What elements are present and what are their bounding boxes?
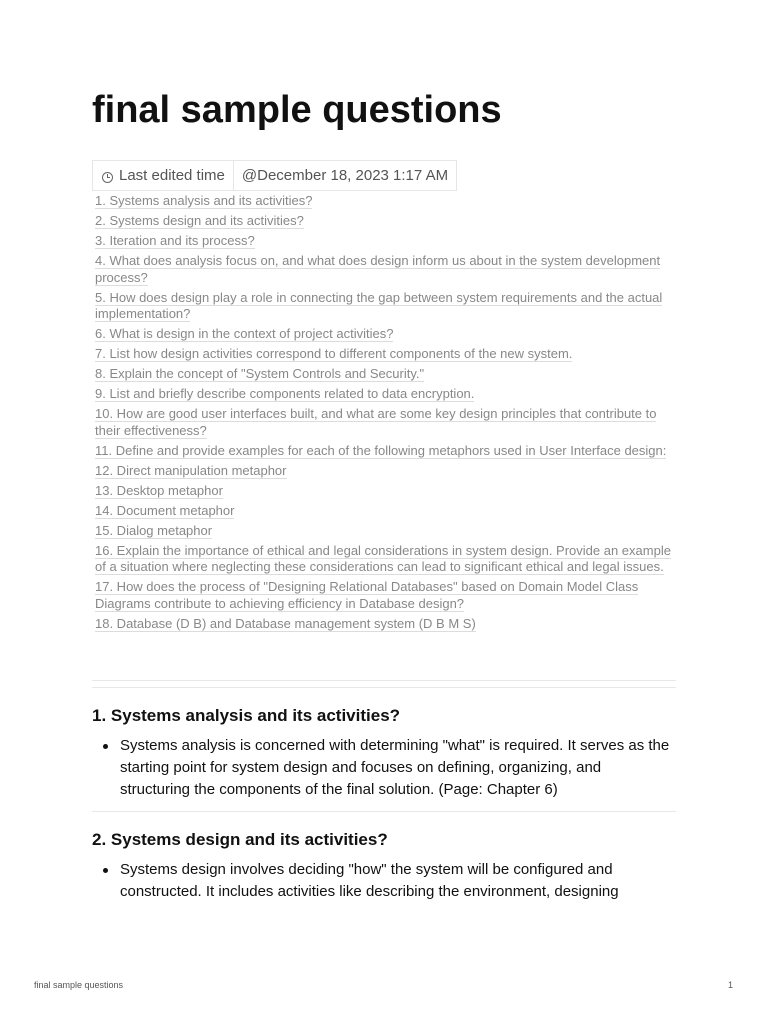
toc-item[interactable]: 11. Define and provide examples for each of the following metaphors used in User Interface design: bbox=[95, 442, 667, 458]
toc-item[interactable]: 6. What is design in the context of project activities? bbox=[95, 326, 394, 341]
last-edited-label: Last edited time bbox=[119, 167, 225, 184]
toc-item[interactable]: 15. Dialog metaphor bbox=[95, 522, 213, 538]
divider bbox=[92, 811, 676, 812]
toc-item[interactable]: 18. Database (D B) and Database management system (D B M S) bbox=[95, 615, 476, 631]
divider bbox=[92, 680, 676, 681]
toc-item[interactable]: 16. Explain the importance of ethical and legal considerations in system design. Provide an example of a situation where neglecting these considerations can lead to significant ethical and legal issues. bbox=[95, 542, 671, 574]
bullet-item: Systems design involves deciding "how" the system will be configured and constructed. It includes activities like describing the environment, designing bbox=[120, 859, 670, 903]
section-heading: 1. Systems analysis and its activities? bbox=[92, 706, 401, 725]
toc-item[interactable]: 1. Systems analysis and its activities? bbox=[95, 193, 313, 208]
toc-item[interactable]: 12. Direct manipulation metaphor bbox=[95, 462, 287, 478]
properties-row bbox=[92, 160, 457, 191]
toc-item[interactable]: 5. How does design play a role in connecting the gap between system requirements and the actual implementation? bbox=[95, 289, 663, 321]
footer-page-number: 1 bbox=[727, 980, 733, 990]
last-edited-value: @December 18, 2023 1:17 AM bbox=[241, 167, 449, 184]
footer-doc-title: final sample questions bbox=[34, 980, 124, 990]
toc-item[interactable]: 2. Systems design and its activities? bbox=[95, 213, 304, 228]
clock-icon bbox=[102, 172, 113, 183]
toc-item[interactable]: 10. How are good user interfaces built, and what are some key design principles that contribute to their effectiveness? bbox=[95, 406, 657, 438]
toc-item[interactable]: 3. Iteration and its process? bbox=[95, 233, 255, 248]
divider bbox=[92, 687, 676, 688]
section-heading: 2. Systems design and its activities? bbox=[92, 830, 388, 849]
last-edited-property bbox=[93, 161, 234, 190]
bullet-item: Systems analysis is concerned with determining "what" is required. It serves as the starting point for system design and focuses on defining, organizing, and structuring the components of the final solution. (Page: Chapter 6) bbox=[120, 735, 670, 801]
toc-item[interactable]: 14. Document metaphor bbox=[95, 502, 235, 518]
toc-item[interactable]: 17. How does the process of "Designing Relational Databases" based on Domain Model Class Diagrams contribute to achieving efficiency in Database design? bbox=[95, 579, 639, 611]
toc-item[interactable]: 8. Explain the concept of "System Controls and Security." bbox=[95, 366, 425, 381]
toc-item[interactable]: 4. What does analysis focus on, and what does design inform us about in the system development process? bbox=[95, 253, 661, 285]
toc-item[interactable]: 9. List and briefly describe components related to data encryption. bbox=[95, 386, 475, 401]
table-of-contents bbox=[95, 193, 673, 636]
toc-item[interactable]: 7. List how design activities correspond to different components of the new system. bbox=[95, 346, 573, 361]
page-title: final sample questions bbox=[92, 89, 502, 131]
toc-item[interactable]: 13. Desktop metaphor bbox=[95, 482, 223, 498]
